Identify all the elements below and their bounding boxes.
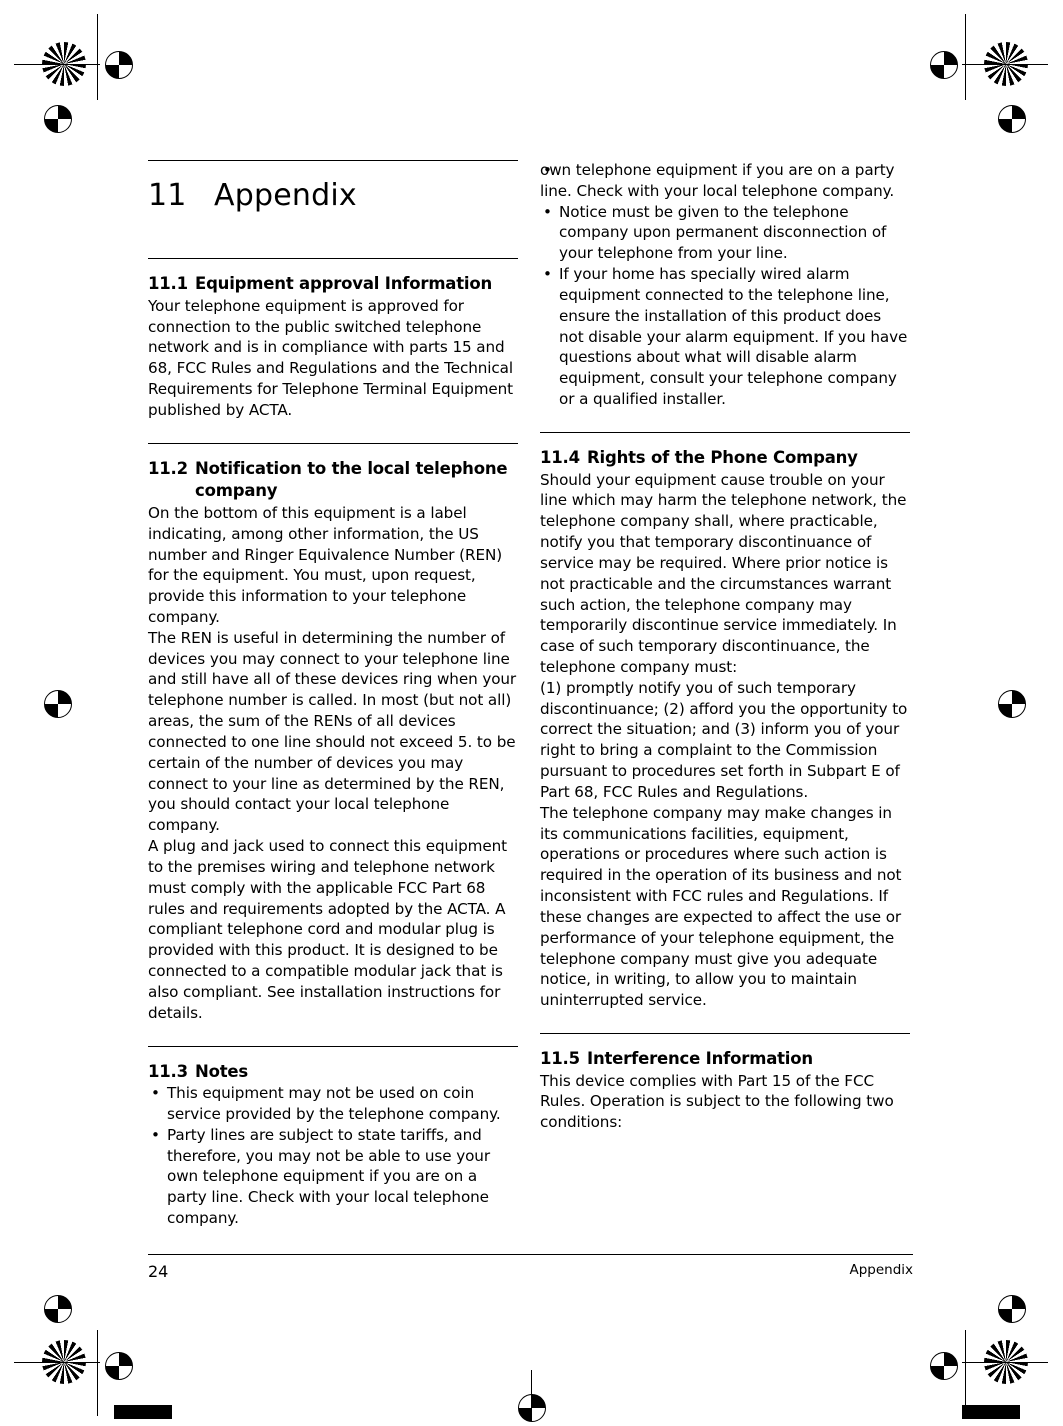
page-number: 24 [148, 1262, 169, 1281]
section-title-11-1: Equipment approval Information [195, 274, 493, 294]
section-11-4-paragraph-2: (1) promptly notify you of such temporary discontinuance; (2) afford you the opportunity to correct the situation; and (3) inform you of your right to bring a complaint to the Commission pursuant to procedures set forth in Subpart E of Part 68, FCC Rules and Regulations. [540, 678, 908, 801]
chapter-bottom-rule [148, 258, 518, 259]
section-11-4-paragraph-3: The telephone company may make changes in its communications facilities, equipment, operations or procedures where such action is required in the operation of its business and not inconsistent with FCC rules and Regulations. If these changes are expected to affect the use or performance of your telephone equipment, the telephone company must give you adequate notice, in writing, to allow you to maintain uninterrupted service. [540, 803, 902, 1010]
section-rule-11-4 [540, 432, 910, 433]
section-11-1-paragraph: Your telephone equipment is approved for connection to the public switched telephone network and is in compliance with parts 15 and 68, FCC Rules and Regulations and the Technical Requirements for Telephone Terminal Equipment published by ACTA. [148, 296, 514, 419]
section-11-3-bullet-list-continued [540, 160, 910, 410]
section-11-4-paragraph-1: Should your equipment cause trouble on your line which may harm the telephone network, the telephone company shall, where practicable, notify you that temporary discontinuance of service may be required. Where prior notice is not practicable and the circumstances warrant such action, the telephone company may temporarily discontinue service immediately. In case of such temporary discontinuance, the telephone company must: [540, 470, 907, 676]
section-rule-11-5 [540, 1033, 910, 1034]
section-title-11-2: Notification to the local telephone company [195, 458, 508, 501]
list-item: • If your home has specially wired alarm equipment connected to the telephone line, ensure the installation of this product does not disable your alarm equipment. If you have questions about what will disable alarm equipment, consult your telephone company or a qualified installer. [540, 264, 910, 410]
section-11-2-paragraph-3: A plug and jack used to connect this equipment to the premises wiring and telephone network must comply with the applicable FCC Part 68 rules and requirements adopted by the ACTA. A compliant telephone cord and modular plug is provided with this product. It is designed to be connected to a compatible modular jack that is also compliant. See installation instructions for details. [148, 837, 507, 1022]
section-number-11-2: 11.2 [148, 458, 188, 478]
section-11-2-paragraph-1: On the bottom of this equipment is a label indicating, among other information, the US number and Ringer Equivalence Number (REN) for the equipment. You must, upon request, provide this information to your telephone company. [148, 503, 503, 626]
left-column [148, 160, 518, 1229]
chapter-top-rule [148, 160, 518, 161]
list-item-continuation: • own telephone equipment if you are on a party line. Check with your local telephone company. [540, 160, 910, 202]
section-heading-11-2 [148, 458, 518, 503]
footer-rule [148, 1254, 913, 1255]
section-11-3-bullet-list [148, 1083, 518, 1229]
section-rule-11-3 [148, 1046, 518, 1047]
section-number-11-5: 11.5 [540, 1049, 580, 1069]
list-item: • Notice must be given to the telephone company upon permanent disconnection of your telephone from your line. [540, 202, 910, 264]
right-column [540, 160, 910, 1133]
page-title [148, 175, 518, 216]
chapter-number: 11 [148, 178, 187, 213]
section-heading-11-3 [148, 1061, 518, 1084]
page-footer [148, 1262, 913, 1281]
section-number-11-4: 11.4 [540, 447, 580, 467]
footer-section-label: Appendix [849, 1262, 913, 1278]
section-heading-11-4 [540, 447, 910, 470]
section-number-11-1: 11.1 [148, 274, 188, 294]
section-title-11-5: Interference Information [587, 1049, 813, 1069]
section-11-2-paragraph-2: The REN is useful in determining the number of devices you may connect to your telephone line and still have all of these devices ring when your telephone number is called. In most (but not all) areas, the sum of the RENs of all devices connected to one line should not exceed 5. to be certain of the number of devices you may connect to your line as determined by the REN, you should contact your local telephone company. [148, 628, 517, 835]
list-item: • This equipment may not be used on coin service provided by the telephone company. [148, 1083, 518, 1125]
chapter-title: Appendix [214, 178, 357, 213]
section-number-11-3: 11.3 [148, 1061, 188, 1081]
section-heading-11-1 [148, 273, 518, 296]
section-title-11-3: Notes [195, 1061, 249, 1081]
section-11-5-paragraph-1: This device complies with Part 15 of the FCC Rules. Operation is subject to the following two conditions: [540, 1071, 894, 1132]
list-item: • Party lines are subject to state tariffs, and therefore, you may not be able to use your own telephone equipment if you are on a party line. Check with your local telephone company. [148, 1125, 518, 1229]
section-heading-11-5 [540, 1048, 910, 1071]
section-rule-11-2 [148, 443, 518, 444]
section-title-11-4: Rights of the Phone Company [587, 447, 858, 467]
